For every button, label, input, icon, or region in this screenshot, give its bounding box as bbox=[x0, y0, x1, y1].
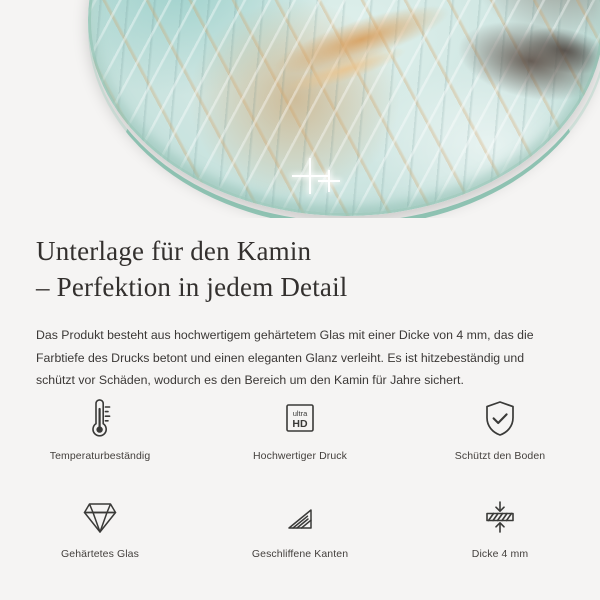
feature-grid bbox=[0, 396, 600, 578]
diamond-icon bbox=[77, 494, 123, 540]
feature-item-temperature bbox=[0, 396, 200, 480]
feature-item-floor-protection bbox=[400, 396, 600, 480]
description-paragraph: Das Produkt besteht aus hochwertigem gehärtetem Glas mit einer Dicke von 4 mm, das die Farbtiefe des Drucks betont und einen eleganten Glanz verleiht. Es ist hitzebeständig und schützt vor Schäden, wodurch es den Bereich um den Kamin für Jahre sichert. bbox=[36, 327, 534, 388]
feature-label: Temperaturbeständig bbox=[49, 450, 151, 462]
feature-item-print-quality bbox=[200, 396, 400, 480]
polished-edges-icon bbox=[277, 494, 323, 540]
feature-label: Dicke 4 mm bbox=[471, 548, 529, 560]
svg-text:HD: HD bbox=[292, 418, 308, 430]
text-content bbox=[0, 218, 600, 392]
feature-label: Gehärtetes Glas bbox=[61, 548, 139, 560]
page-title-line-1: Unterlage für den Kamin bbox=[36, 236, 312, 266]
feature-item-tempered-glass bbox=[0, 494, 200, 578]
shield-check-icon bbox=[478, 396, 522, 442]
page-title-line-2: – Perfektion in jedem Detail bbox=[36, 271, 348, 302]
round-glass-panel bbox=[88, 0, 600, 216]
feature-label: Geschliffene Kanten bbox=[251, 548, 349, 560]
hero-product-image bbox=[0, 0, 600, 218]
feature-item-polished-edges bbox=[200, 494, 400, 578]
thickness-arrows-icon bbox=[477, 494, 523, 540]
thermometer-icon bbox=[80, 396, 120, 442]
feature-label: Hochwertiger Druck bbox=[253, 450, 347, 462]
page-title bbox=[0, 218, 600, 306]
feature-label: Schützt den Boden bbox=[454, 450, 546, 462]
feature-item-thickness bbox=[400, 494, 600, 578]
ultra-hd-icon bbox=[277, 396, 323, 442]
svg-text:ultra: ultra bbox=[292, 409, 308, 418]
